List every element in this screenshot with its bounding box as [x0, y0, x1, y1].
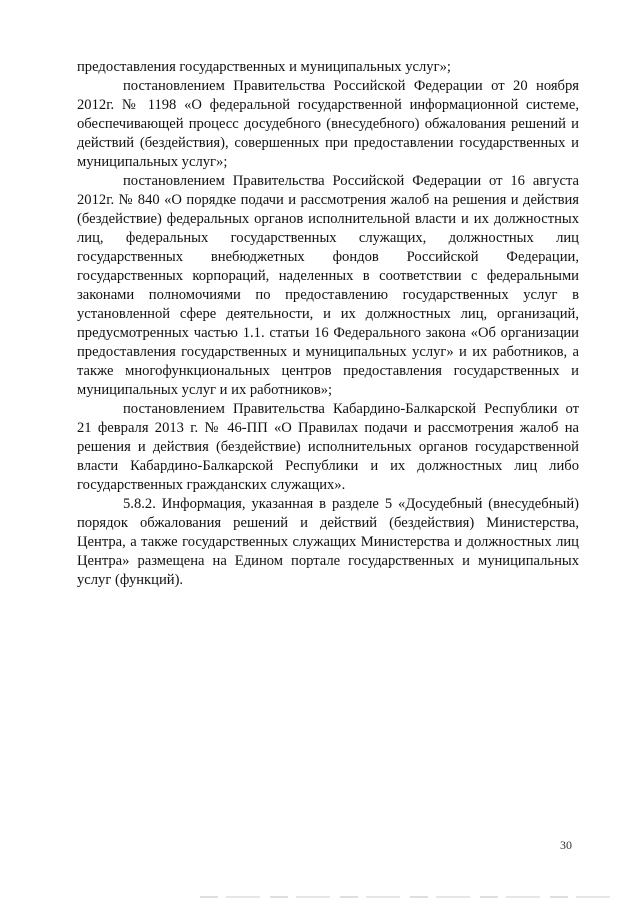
document-body [77, 58, 579, 590]
paragraph-decree-46-pp: постановлением Правительства Кабардино-Балкарской Республики от 21 февраля 2013 г. № 46-ПП «О Правилах подачи и рассмотрения жалоб на решения и действия (бездействие) исполнительных органов государственной власти Кабардино-Балкарской Республики и их должностных лиц либо государственных гражданских служащих». [77, 401, 579, 493]
page-number: 30 [560, 838, 572, 852]
paragraph-continuation: предоставления государственных и муниципальных услуг»; [77, 59, 451, 75]
paragraph-decree-840: постановлением Правительства Российской Федерации от 16 августа 2012г. № 840 «О порядке подачи и рассмотрения жалоб на решения и действия (бездействие) федеральных органов исполнительной власти и их должностных лиц, федеральных государственных служащих, должностных лиц государственных внебюджетных фондов Российской Федерации, государственных корпораций, наделенных в соответствии с федеральными законами полномочиями по предоставлению государственных услуг в установленной сфере деятельности, и их должностных лиц, организаций, предусмотренных частью 1.1. статьи 16 Федерального закона «Об организации предоставления государственных и муниципальных услуг» и их работников, а также многофункциональных центров предоставления государственных и муниципальных услуг и их работников»; [77, 173, 579, 398]
paragraph-decree-1198: постановлением Правительства Российской Федерации от 20 ноября 2012г. № 1198 «О федеральной государственной информационной системе, обеспечивающей процесс досудебного (внесудебного) обжалования решений и действий (бездействия), совершенных при предоставлении государственных и муниципальных услуг»; [77, 78, 579, 170]
scan-edge-artifact [200, 896, 620, 898]
paragraph-5-8-2: 5.8.2. Информация, указанная в разделе 5 «Досудебный (внесудебный) порядок обжалования решений и действий (бездействия) Министерства, Центра, а также государственных служащих Министерства и должностных лиц Центра» размещена на Едином портале государственных и муниципальных услуг (функций). [77, 496, 579, 588]
